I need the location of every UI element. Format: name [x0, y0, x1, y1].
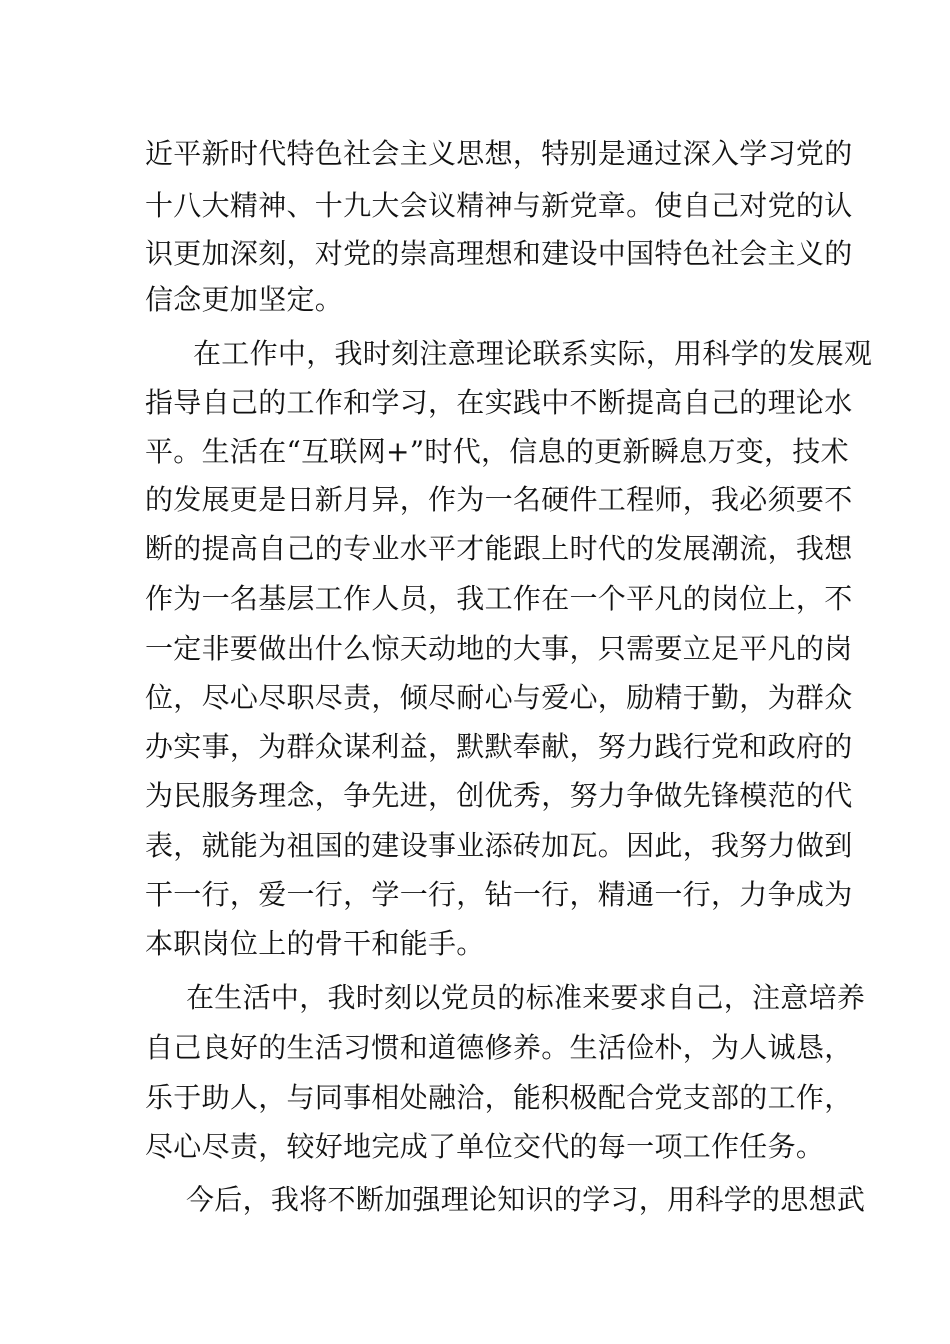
text-line: 作为一名基层工作人员，我工作在一个平凡的岗位上，不 [145, 582, 853, 615]
text-line: 近平新时代特色社会主义思想，特别是通过深入学习党的 [145, 137, 853, 170]
text-line: 断的提高自己的专业水平才能跟上时代的发展潮流，我想 [145, 532, 853, 565]
text-line: 尽心尽责，较好地完成了单位交代的每一项工作任务。 [145, 1130, 825, 1163]
text-line: 在工作中，我时刻注意理论联系实际，用科学的发展观 [193, 337, 873, 370]
text-line: 识更加深刻，对党的崇高理想和建设中国特色社会主义的 [145, 237, 853, 270]
text-line: 干一行，爱一行，学一行，钻一行，精通一行，力争成为 [145, 878, 853, 911]
text-line: 指导自己的工作和学习，在实践中不断提高自己的理论水 [145, 386, 853, 419]
text-line: 信念更加坚定。 [145, 283, 344, 316]
text-line: 位，尽心尽职尽责，倾尽耐心与爱心，励精于勤，为群众 [145, 681, 853, 714]
text-line: 为民服务理念，争先进，创优秀，努力争做先锋模范的代 [145, 779, 853, 812]
text-line: 一定非要做出什么惊天动地的大事，只需要立足平凡的岗 [145, 632, 853, 665]
text-line: 今后，我将不断加强理论知识的学习，用科学的思想武 [186, 1183, 866, 1216]
text-line: 自己良好的生活习惯和道德修养。生活俭朴，为人诚恳， [145, 1031, 853, 1064]
text-line: 在生活中，我时刻以党员的标准来要求自己，注意培养 [186, 981, 866, 1014]
text-line: 本职岗位上的骨干和能手。 [145, 927, 485, 960]
text-line: 办实事，为群众谋利益，默默奉献，努力践行党和政府的 [145, 730, 853, 763]
text-line: 的发展更是日新月异，作为一名硬件工程师，我必须要不 [145, 483, 853, 516]
text-line: 表，就能为祖国的建设事业添砖加瓦。因此，我努力做到 [145, 829, 853, 862]
text-line: 乐于助人，与同事相处融洽，能积极配合党支部的工作， [145, 1081, 853, 1114]
text-line: 十八大精神、十九大会议精神与新党章。使自己对党的认 [145, 189, 853, 222]
text-line: 平。生活在“互联网+”时代，信息的更新瞬息万变，技术 [145, 435, 849, 468]
